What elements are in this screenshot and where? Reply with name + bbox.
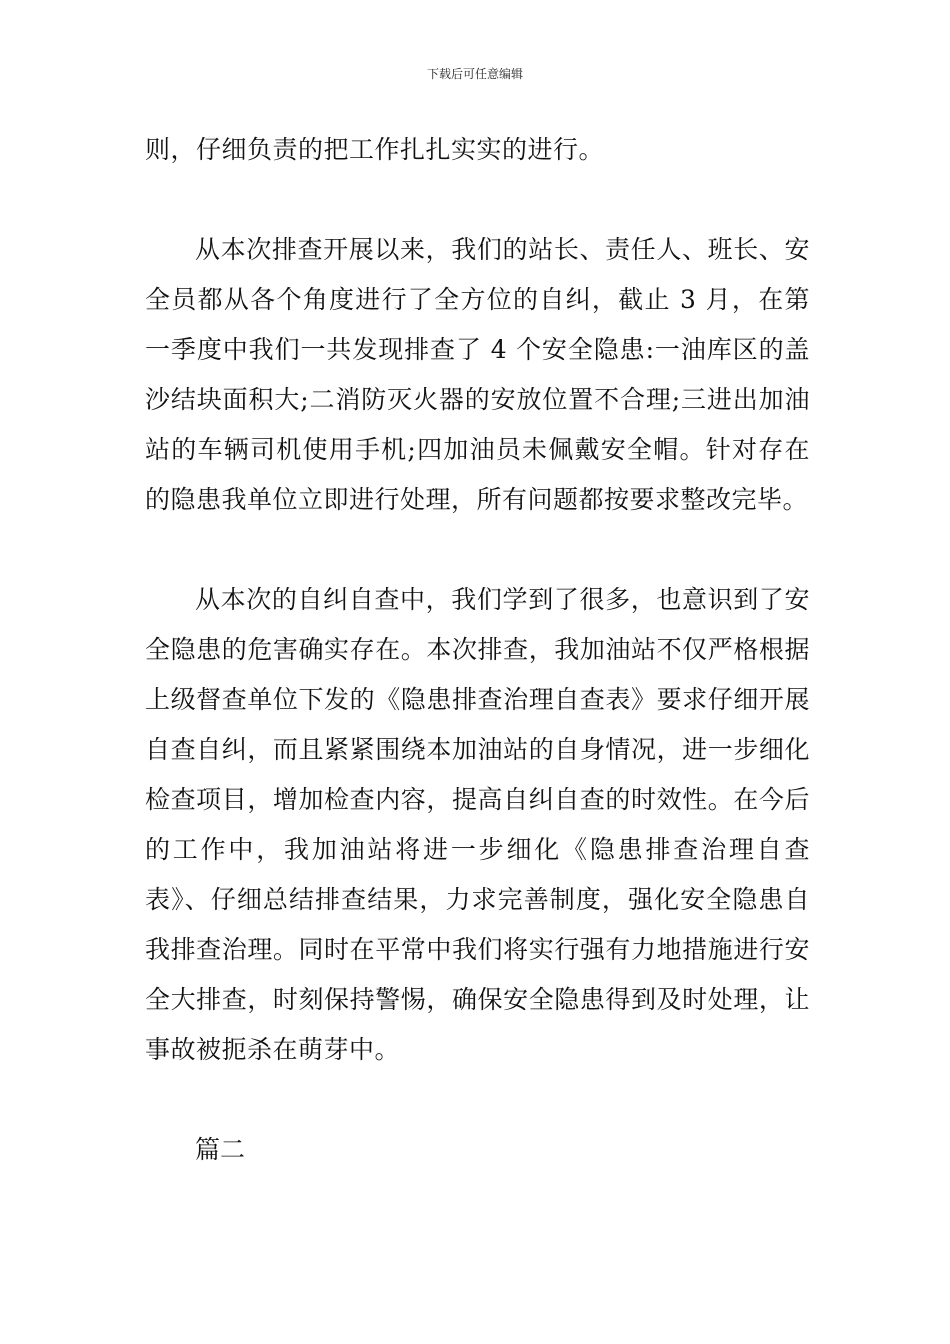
paragraph-gap	[145, 175, 810, 225]
section-heading: 篇二	[195, 1135, 246, 1164]
header-note: 下载后可任意编辑	[426, 67, 523, 81]
paragraph-lessons-learned: 从本次的自纠自查中，我们学到了很多，也意识到了安全隐患的危害确实存在。本次排查，我加油站不仅严格根据上级督查单位下发的《隐患排查治理自查表》要求仔细开展自查自纠，而且紧紧围绕本加油站的自身情况，进一步细化检查项目，增加检查内容，提高自纠自查的时效性。在今后的工作中，我加油站将进一步细化《隐患排查治理自查表》、仔细总结排查结果，力求完善制度，强化安全隐患自我排查治理。同时在平常中我们将实行强有力地措施进行安全大排查，时刻保持警惕，确保安全隐患得到及时处理，让事故被扼杀在萌芽中。	[145, 585, 810, 1064]
paragraph-inspection-findings: 从本次排查开展以来，我们的站长、责任人、班长、安全员都从各个角度进行了全方位的自纠，截止 3 月，在第一季度中我们一共发现排查了 4 个安全隐患:一油库区的盖沙结块面积大;二消防灭火器的安放位置不合理;三进出加油站的车辆司机使用手机;四加油员未佩戴安全帽。针对存在的隐患我单位立即进行处理，所有问题都按要求整改完毕。	[145, 235, 810, 514]
document-body	[145, 125, 810, 1175]
paragraph-continuation: 则，仔细负责的把工作扎扎实实的进行。	[145, 135, 605, 164]
paragraph-gap	[145, 1075, 810, 1125]
paragraph-gap	[145, 525, 810, 575]
